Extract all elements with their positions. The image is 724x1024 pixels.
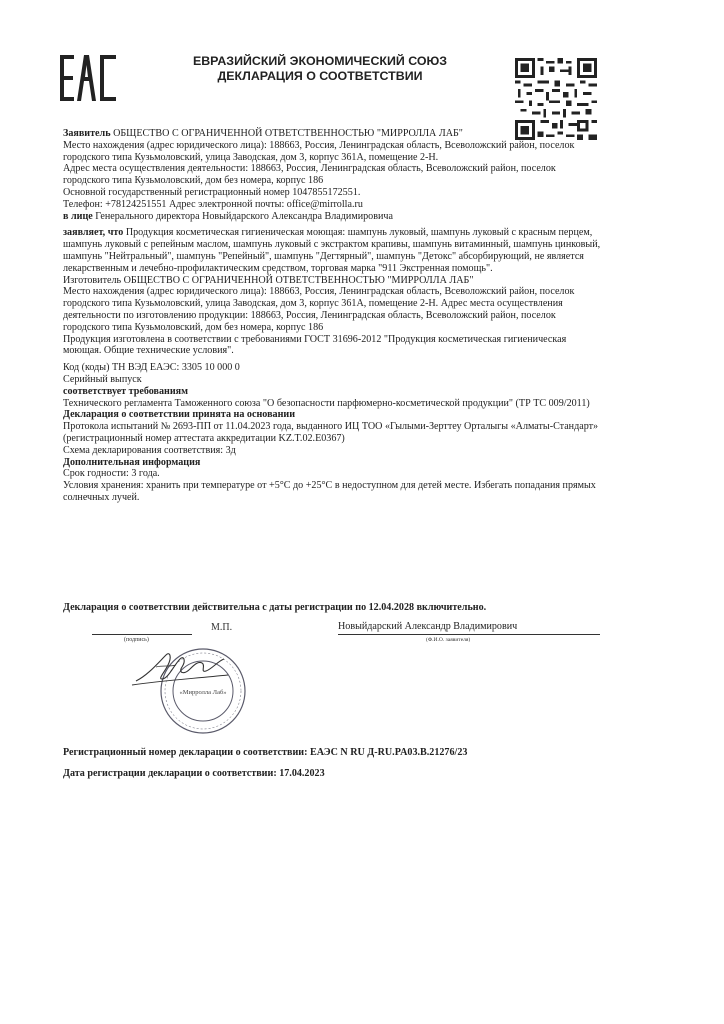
document-header: [150, 54, 490, 84]
signer-name-line: [338, 634, 600, 635]
applicant-representative: [63, 211, 603, 223]
stamp-place-label: М.П.: [211, 622, 233, 633]
serial-release: Серийный выпуск: [63, 373, 142, 385]
additional-label-text: Дополнительная информация: [63, 456, 201, 468]
signer-name-caption: (Ф.И.О. заявителя): [426, 637, 471, 643]
registration-date: Дата регистрации декларации о соответствии: 17.04.2023: [63, 768, 325, 779]
registration-block: [63, 742, 467, 784]
eac-logo: [60, 55, 118, 101]
shelf-life: Срок годности: 3 года.: [63, 468, 160, 480]
registration-number: Регистрационный номер декларации о соответствии: ЕАЭС N RU Д-RU.PA03.B.21276/23: [63, 747, 468, 758]
basis-label: [63, 409, 603, 421]
manufacturer-label: Изготовитель: [63, 274, 122, 286]
union-title: ЕВРАЗИЙСКИЙ ЭКОНОМИЧЕСКИЙ СОЮЗ: [192, 54, 448, 68]
compliance-label: [63, 386, 603, 398]
basis-text: Протокола испытаний № 2693-ПП от 11.04.2023 года, выданного ИЦ ТОО «Гылыми-Зерттеу Орталыгы «Алматы-Стандарт» (регистрационный номер аттестата аккредитации KZ.T.02.E0367): [63, 421, 599, 444]
additional-label: [63, 457, 603, 469]
manufacturer-standard: Продукция изготовлена в соответствии с требованиями ГОСТ 31696-2012 "Продукция косметическая гигиеническая моющая. Общие технические условия".: [63, 333, 567, 357]
basis-scheme: Схема декларирования соответствия: 3д: [63, 444, 236, 456]
manufacturer-block: [63, 275, 603, 287]
declares-text: Продукция косметическая гигиеническая моющая: шампунь луковый, шампунь луковый с красным перцем, шампунь луковый с репейным маслом, шампунь луковый с экстрактом крапивы, шампунь витаминный, шампунь цинковый, шампунь "Нейтральный", шампунь "Репейный", шампунь "Дегтярный", шампунь "Детокс" абсорбирующий, не является лекарственным и лечебно-профилактическим средством, торговая марка "911 Экстренная помощь".: [63, 227, 601, 274]
applicant-label: Заявитель: [63, 128, 111, 139]
signature-line: [92, 634, 192, 635]
applicant-activity-address: Адрес места осуществления деятельности: 188663, Россия, Ленинградская область, Всеволожский район, поселок городского типа Кузьмоловский, дом без номера, корпус 186: [63, 163, 556, 187]
validity-statement: Декларация о соответствии действительна с даты регистрации по 12.04.2028 включительно.: [63, 602, 487, 613]
storage-conditions: Условия хранения: хранить при температуре от +5°С до +25°С в недоступном для детей месте. Избегать попадания прямых солнечных лучей.: [63, 480, 596, 503]
compliance-label-text: соответствует требованиям: [63, 385, 189, 397]
representative-label: в лице: [63, 210, 93, 222]
compliance-text: Технического регламента Таможенного союза "О безопасности парфюмерно-косметической продукции" (ТР ТС 009/2011): [63, 397, 590, 409]
signature-caption: (подпись): [124, 637, 149, 643]
manufacturer-address: Место нахождения (адрес юридического лица): 188663, Россия, Ленинградская область, Всеволожский район, поселок городского типа Кузьмоловский, улица Заводская, дом 3, корпус 361А, помещение 2-Н. Адрес места осуществления деятельности по изготовлению продукции: 188663, Россия, Ленинградская область, Всеволожский район, поселок городского типа Кузьмоловский, дом без номера, корпус 186: [63, 286, 575, 333]
declares-block: [63, 227, 603, 274]
declaration-body: [63, 128, 603, 504]
applicant-name: ОБЩЕСТВО С ОГРАНИЧЕННОЙ ОТВЕТСТВЕННОСТЬЮ "МИРРОЛЛА ЛАБ": [110, 128, 463, 139]
declares-label: заявляет, что: [63, 227, 124, 239]
applicant-ogrn: Основной государственный регистрационный номер 1047855172551.: [63, 186, 361, 198]
representative-text: Генерального директора Новыйдарского Александра Владимировича: [92, 210, 393, 222]
stamp-center-text: «Мирролла Лаб»: [179, 689, 227, 696]
signer-name: Новыйдарский Александр Владимирович: [338, 621, 518, 632]
basis-label-text: Декларация о соответствии принята на основании: [63, 409, 296, 421]
declaration-title: ДЕКЛАРАЦИЯ О СООТВЕТСТВИИ: [217, 69, 423, 83]
handwritten-signature: [128, 645, 238, 690]
applicant-contacts: Телефон: +78124251551 Адрес электронной почты: office@mirrolla.ru: [63, 198, 363, 210]
applicant-legal-address: Место нахождения (адрес юридического лица): 188663, Россия, Ленинградская область, Всеволожский район, поселок городского типа Кузьмоловский, улица Заводская, дом 3, корпус 361А, помещение 2-Н.: [63, 139, 575, 163]
tnved-code: Код (коды) ТН ВЭД ЕАЭС: 3305 10 000 0: [63, 362, 240, 374]
manufacturer-name: ОБЩЕСТВО С ОГРАНИЧЕННОЙ ОТВЕТСТВЕННОСТЬЮ "МИРРОЛЛА ЛАБ": [121, 274, 474, 286]
applicant-block: [63, 128, 603, 140]
